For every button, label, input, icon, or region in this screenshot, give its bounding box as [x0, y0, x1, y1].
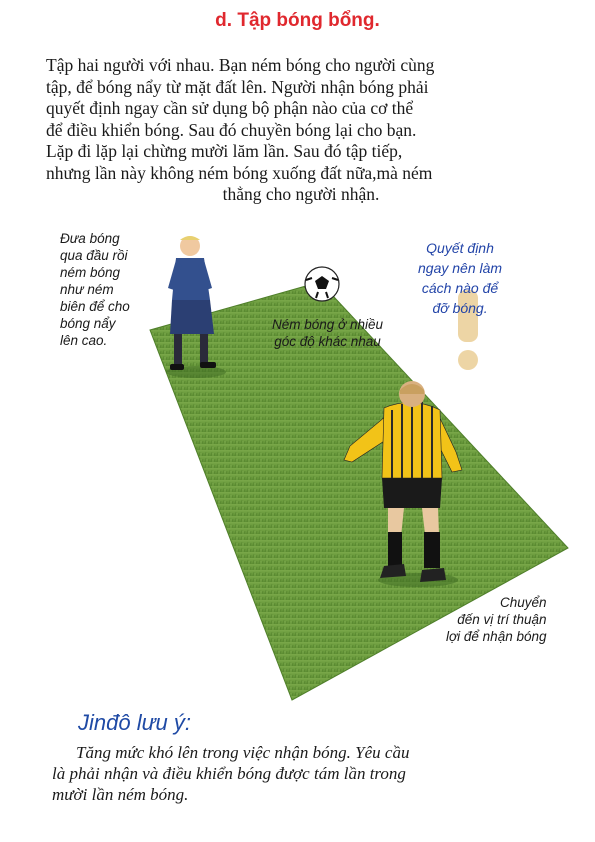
- paragraph-line: Tập hai người với nhau. Bạn ném bóng cho người cùng: [46, 55, 435, 75]
- caption-throw-technique: Đưa bóng qua đầu rồi ném bóng như ném biên để cho bóng nẩy lên cao.: [60, 231, 130, 348]
- paragraph-line: thẳng cho người nhận.: [222, 184, 380, 204]
- section-title: d. Tập bóng bổng.: [215, 10, 380, 31]
- note-body: [52, 742, 552, 805]
- paragraph-line: để điều khiển bóng. Sau đó chuyền bóng lại cho bạn.: [46, 119, 417, 140]
- paragraph-line: tập, để bóng nẩy từ mặt đất lên. Người nhận bóng phải: [46, 76, 429, 97]
- note-line: mười lần ném bóng.: [52, 785, 189, 804]
- paragraph-line: nhưng lần này không ném bóng xuống đất nữa,mà ném: [46, 162, 433, 183]
- caption-decide-quickly: Quyết định ngay nên làm cách nào để đỡ bóng.: [418, 240, 503, 316]
- note-line: là phải nhận và điều khiển bóng được tám lần trong: [52, 764, 406, 783]
- ball-icon: [305, 267, 339, 301]
- paragraph-line: Lặp đi lặp lại chừng mười lăm lần. Sau đó tập tiếp,: [46, 141, 403, 161]
- note-line: Tăng mức khó lên trong việc nhận bóng. Yêu cầu: [76, 743, 410, 762]
- note-heading: Jinđô lưu ý:: [78, 710, 191, 735]
- caption-throw-angles: Ném bóng ở nhiều góc độ khác nhau: [272, 317, 383, 349]
- paragraph-line: quyết định ngay cần sử dụng bộ phận nào của cơ thể: [46, 98, 414, 118]
- caption-move-position: Chuyển đến vị trí thuận lợi để nhận bóng: [446, 595, 547, 644]
